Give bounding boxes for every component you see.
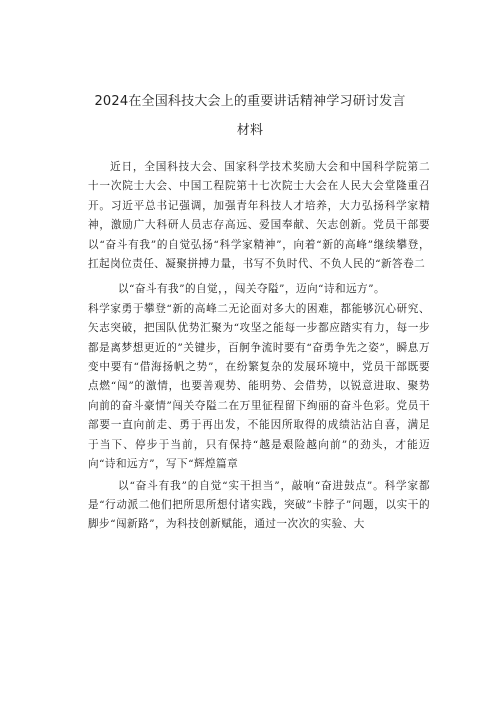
paragraph-practical-action: 以“奋斗有我”的自觉“实干担当”，敲响“奋进鼓点”。科学家都是“行动派二他们把所思所想付诸实践，突破”卡脖子”问题，以实干的脚步“闯新路”，为科技创新赋能，通过一次次的实验、大 (88, 479, 430, 531)
document-title-line2: 材料 (236, 123, 264, 138)
paragraph-intro: 近日，全国科技大会、国家科学技术奖励大会和中国科学院第二十一次院士大会、中国工程院第十七次院士大会在人民大会堂隆重召开。习近平总书记强调，加强青年科技人才培养，大力弘扬科学家精神，激励广大科研人员志存高远、爱国奉献、矢志创新。党员干部要以“奋斗有我”的自觉弘扬“科学家精神”，向着“新的高峰”继续攀登，扛起岗位责任、凝聚拼搏力量，书写不负时代、不负人民的“新答卷二 (88, 161, 430, 271)
document-body (88, 150, 430, 535)
document-title-line1: 2024在全国科技大会上的重要讲话精神学习研讨发言 (94, 94, 406, 109)
paragraph-scientists-climb: 科学家勇于攀登“新的高峰二无论面对多大的困难，都能够沉心研究、矢志突破，把国队优势汇聚为“攻坚之能每一步都应踏实有力，每一步都是离梦想更近的”关键步，百舸争流时要有“奋勇争先之姿”，瞬息万变中要有“借海扬帆之势”，在纷繁复杂的发展环境中，党员干部既要点燃“闯”的激情，也要善观势、能明势、会借势，以锐意进取、聚势向前的奋斗豪情”闯关夺隘二在万里征程留下绚丽的奋斗色彩。党员干部要一直向前走、勇于再出发，不能因所取得的成绩沾沾自喜，满足于当下、停步于当前，只有保持“越是艰险越向前”的劲头，才能迈向“诗和远方”，写下“辉煌篇章 (88, 302, 430, 471)
section-heading: 以“奋斗有我”的自觉，，闯关夺隘”，迈向“诗和远方”。 (118, 283, 385, 296)
